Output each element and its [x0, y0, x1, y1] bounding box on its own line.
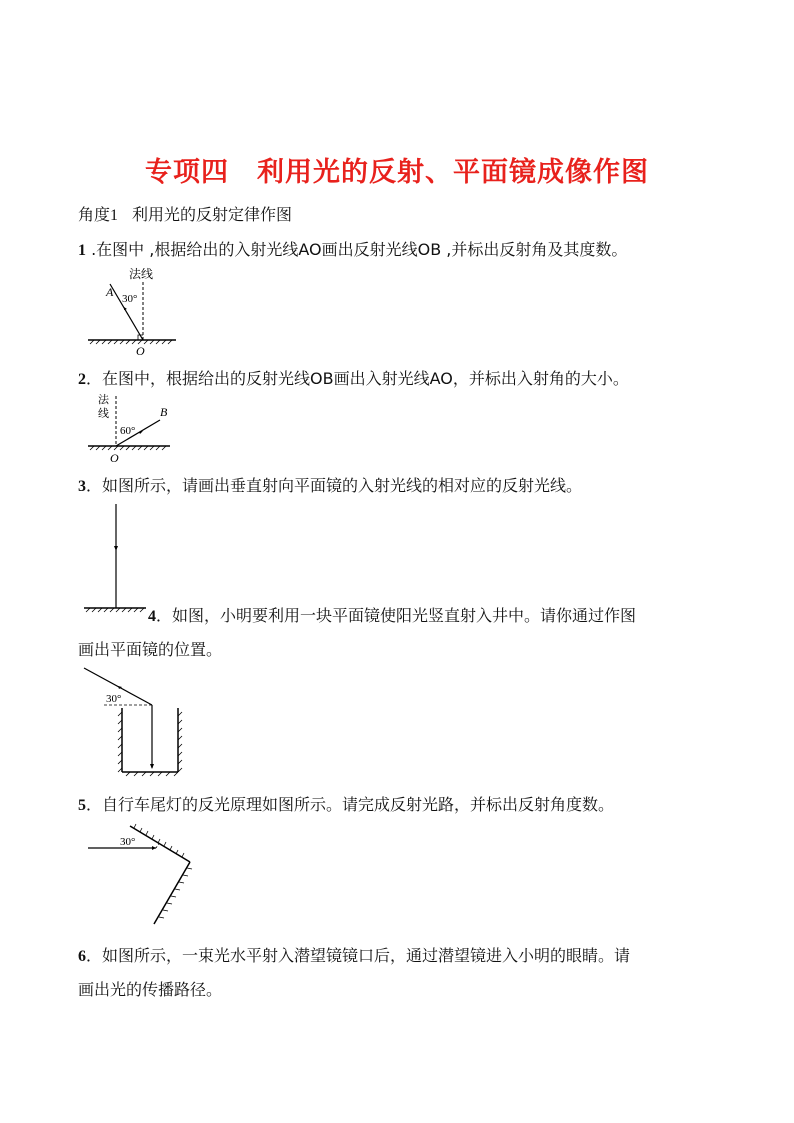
question-number: 5 [78, 797, 86, 814]
normal-label-top: 法 [98, 393, 109, 406]
normal-label-bottom: 线 [98, 407, 109, 420]
question-text: ．如图所示，请画出垂直射向平面镜的入射光线的相对应的反射光线。 [86, 476, 583, 495]
question-4-line-2: 画出平面镜的位置。 [78, 640, 223, 659]
angle-label: 30° [120, 836, 136, 848]
section-name: 利用光的反射定律作图 [132, 205, 293, 224]
question-text: ．如图所示，一束光水平射入潜望镜镜口后，通过潜望镜进入小明的眼睛。请 [86, 946, 631, 965]
page-title: 专项四 利用光的反射、平面镜成像作图 [145, 157, 649, 188]
section-heading [78, 205, 292, 226]
question-text: ．如图，小明要利用一块平面镜使阳光竖直射入井中。请你通过作图 [156, 606, 637, 625]
figure-4 [82, 664, 192, 778]
normal-label: 法线 [129, 267, 154, 281]
ray-arrow-down [150, 764, 154, 769]
question-2 [78, 369, 629, 390]
question-4-line-1 [148, 606, 636, 627]
question-number: 6 [78, 948, 86, 965]
question-1 [78, 240, 627, 261]
well-hatching [118, 712, 182, 776]
question-6-line-1 [78, 946, 630, 967]
question-text: ．在图中，根据给出的反射光线OB画出入射光线AO，并标出入射角的大小。 [86, 369, 629, 388]
question-number: 3 [78, 478, 86, 495]
figure-3 [80, 500, 160, 620]
ray-arrow [152, 846, 156, 850]
upper-mirror [130, 826, 190, 862]
upper-mirror-hatching [134, 824, 184, 857]
question-number: 2 [78, 371, 86, 388]
question-text: .在图中 ,根据给出的入射光线AO画出反射光线OB ,并标出反射角及其度数。 [86, 240, 628, 259]
question-3 [78, 476, 582, 497]
question-text: ．自行车尾灯的反光原理如图所示。请完成反射光路，并标出反射角度数。 [86, 795, 615, 814]
ray-arrow [114, 546, 118, 551]
point-b-label: B [160, 405, 168, 419]
question-6-line-2: 画出光的传播路径。 [78, 980, 223, 999]
question-number: 1 [78, 242, 86, 259]
lower-mirror [154, 862, 190, 924]
section-label: 角度 [78, 205, 111, 224]
angle-label: 30° [122, 293, 138, 305]
point-o-label: O [110, 451, 119, 465]
figure-2 [84, 390, 184, 466]
point-o-label: O [136, 344, 145, 358]
point-a-label: A [106, 285, 114, 299]
section-number: 1 [110, 207, 119, 224]
figure-1 [80, 262, 180, 360]
angle-label: 60° [120, 425, 136, 437]
angle-label: 30° [106, 693, 122, 705]
figure-5 [86, 822, 206, 930]
question-number: 4 [148, 608, 156, 625]
lower-mirror-hatching [159, 868, 192, 918]
question-5 [78, 795, 614, 816]
